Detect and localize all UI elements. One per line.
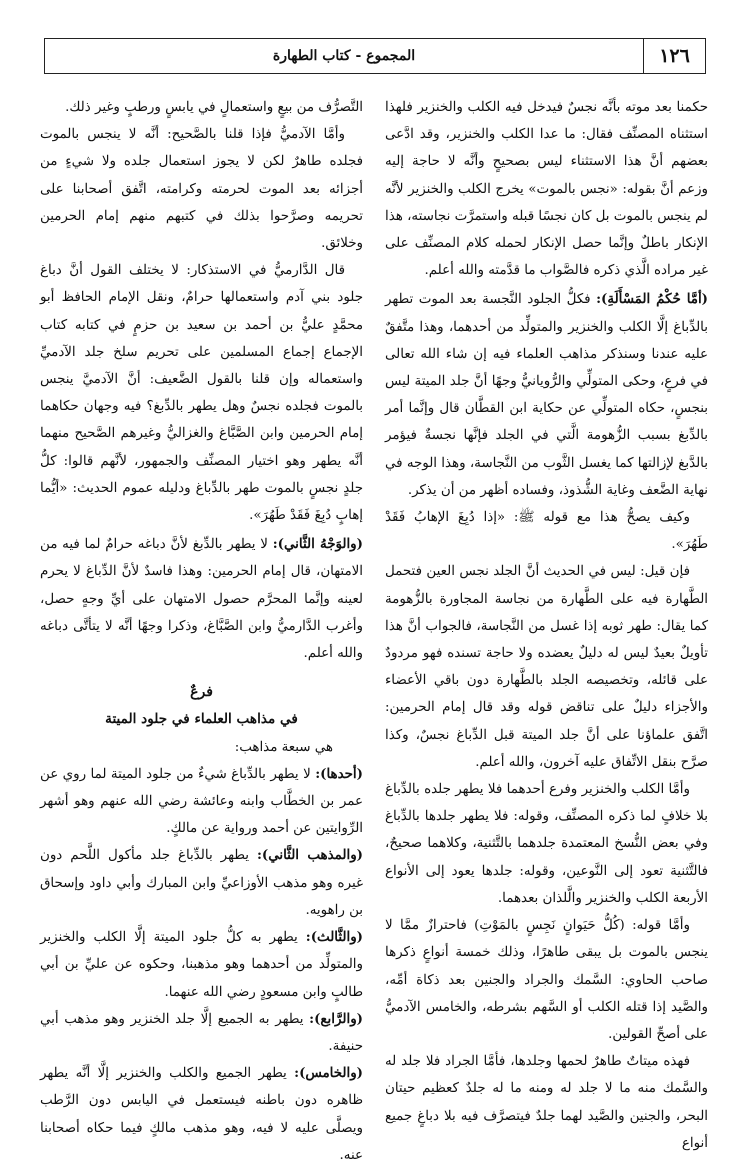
paragraph: وكيف يصحُّ هذا مع قوله ﷺ: «إذا دُبِغَ الإهابُ فَقَدْ طَهُرَ». (385, 510, 708, 553)
paragraph: حكمنا بعد موته بأنَّه نجسٌ فيدخل فيه الكلب والخنزير فلهذا استثناه المصنِّف فقال: ما عدا الكلب والخنزير، وقد ادَّعى بعضهم أنَّ هذا الاستثناء ليس بصحيحٍ وأنَّه لا حاجة إليه وزعم أنَّ بقوله: «نجس بالموت» يخرج الكلب والخنزير لأنَّه لم ينجس بالموت بل كان نجسًا قبله واستمرَّت نجاسته، هذا الإنكار باطلٌ وإنَّما حصل الإنكار لحمله كلام المصنِّف على غير مراده الَّذي ذكره فالصَّواب ما قدَّمته والله أعلم. (385, 100, 708, 279)
text-columns (40, 94, 708, 1163)
paragraph: وأمَّا قوله: (كُلُّ حَيَوانٍ نَجِسٍ بالمَوْتِ) فاحترازٌ ممَّا لا ينجس بالموت بل يبقى طاهرًا، وذلك خمسة أنواعٍ ذكرها صاحب الحاوي: السَّمك والجراد والجنين بعد ذكاة أمِّه، والصَّيد إذا قتله الكلب أو السَّهم بشرطه، والخامس الآدميُّ على أصحِّ القولين. (385, 918, 708, 1042)
paragraph: وأمَّا الكلب والخنزير وفرع أحدهما فلا يطهر جلده بالدِّباغ بلا خلافٍ لما ذكره المصنِّف، وقوله: فلا يطهر جلدها بالدِّباغ وفي بعض النُّسخ المعتمدة جلدهما بالتَّثنية، وكلاهما صحيحٌ، فالتَّثنية تعود إلى النَّوعين، وقوله: جلدها يعود إلى الأنواع الأربعة الكلب والخنزير والَّلذان بعدهما. (385, 782, 708, 906)
paragraph: فهذه ميتاتٌ طاهرٌ لحمها وجلدها، فأمَّا الجراد فلا جلد له والسَّمك منه ما لا جلد له ومنه ما له جلدٌ كعظيم حيتان البحر، والجنين والصَّيد لهما جلدٌ فيتصرَّف فيه بلا دباغٍ جميع أنواع (385, 1054, 708, 1151)
page-header (44, 38, 706, 74)
paragraph: وأمَّا الآدميُّ فإذا قلنا بالصَّحيح: أنَّه لا ينجس بالموت فجلده طاهرٌ لكن لا يجوز استعمال جلده ولا شيءٍ من أجزائه بعد الموت لحرمته وكرامته، اتَّفق أصحابنا على تحريمه وصرَّحوا بذلك في كتبهم منهم إمام الحرمين وخلائق. (40, 127, 363, 252)
left-column (40, 94, 363, 1163)
page-number: ١٢٦ (643, 39, 705, 73)
paragraph-text: يطهر به كلُّ جلود الميتة إلَّا الكلب والخنزير والمتولِّد من أحدهما وهو مذهبنا، وحكوه عن عليِّ بن أبي طالبٍ وابن مسعودٍ رضي الله عنهما. (40, 930, 363, 1000)
paragraph (40, 531, 363, 667)
paragraph (40, 842, 363, 924)
paragraph (40, 1060, 363, 1169)
branch-intro: هي سبعة مذاهب: (234, 739, 333, 755)
paragraph: التَّصرُّف من بيعٍ واستعمالٍ في يابسٍ ورطبٍ وغير ذلك. (65, 100, 363, 115)
right-column (385, 94, 708, 1151)
paragraph-text: لا يطهر بالدِّباغ شيءٌ من جلود الميتة لما روي عن عمر بن الخطَّاب وابنه وعائشة رضي الله عنهم وهو أشهر الرِّوايتين عن أحمد ورواية عن مالكٍ. (40, 766, 363, 837)
paragraph-text: لا يطهر بالدِّبغ لأنَّ دباغه حرامٌ لما فيه من الامتهان، قال إمام الحرمين: وهذا فاسدٌ لأنَّ الدِّباغ لا يحرم لعينه وإنَّما المحرَّم حصول الامتهان على أيِّ وجهٍ حصل، وأغرب الدَّارميُّ وابن الصَّبَّاغ، وذكرا وجهًا أنَّه لا يتأتَّى دباغه والله أعلم. (40, 537, 363, 662)
paragraph-text: يطهر الجميع والكلب والخنزير إلَّا أنَّه يطهر ظاهره دون باطنه فيستعمل في اليابس دون الرَّطب ويصلَّى عليه لا فيه، وهو مذهب مالكٍ فيما حكاه أصحابنا عنه. (40, 1066, 363, 1163)
opinion-label: (أحدها): (315, 765, 363, 782)
section-label: (والوَجْهُ الثَّاني): (272, 536, 363, 553)
branch-subtitle: في مذاهب العلماء في جلود الميتة (105, 711, 298, 728)
branch-title: فرعٌ (190, 684, 213, 701)
paragraph (40, 761, 363, 843)
opinion-label: (والمذهب الثَّاني): (256, 847, 363, 864)
running-title: المجموع - كتاب الطهارة (272, 48, 416, 64)
section-label: (أمَّا حُكْمُ المَسْأَلَةِ): (596, 291, 708, 308)
paragraph (40, 924, 363, 1006)
paragraph-text: يطهر بالدِّباغ جلد مأكول اللَّحم دون غيره وهو مذهب الأوزاعيِّ وابن المبارك وأبي داود وإسحاق بن راهويه. (40, 848, 363, 918)
opinion-label: (والثَّالث): (305, 929, 363, 946)
paragraph: فإن قيل: ليس في الحديث أنَّ الجلد نجس العين فتحمل الطَّهارة فيه على الطَّهارة من نجاسة المجاورة بالزُّهومة كما يقال: طهر ثوبه إذا غسل من النَّجاسة، فالجواب أنَّ هذا تأويلٌ بعيدٌ ليس له دليلٌ يعضده ولا حاجة تسنده فهو مردودٌ على قائله، وتخصيصه الجلد بالطَّهارة دون باقي الأعضاء والأجزاء دليلٌ على تناقض قوله وقد قال إمام الحرمين: اتَّفق علماؤنا على أنَّ جلد الميتة قبل الدِّباغ نجسٌ، وكذا صرَّح بنقل الاتِّفاق عليه آخرون، والله أعلم. (385, 564, 708, 770)
opinion-label: (والخامس): (294, 1065, 363, 1082)
paragraph (385, 286, 708, 504)
opinion-label: (والرَّابع): (309, 1010, 363, 1027)
paragraph (40, 1006, 363, 1060)
paragraph-text: يطهر به الجميع إلَّا جلد الخنزير وهو مذهب أبي حنيفة. (40, 1011, 363, 1054)
paragraph-text: فكلُّ الجلود النَّجسة بعد الموت تطهر بالدِّباغ إلَّا الكلب والخنزير والمتولِّد من أحدهما، وهذا متَّفقٌ عليه عندنا وسنذكر مذاهب العلماء فيه إن شاء الله تعالى في فرعٍ، وحكى المتولِّي والرُّويانيُّ وجهًا أنَّ جلد الميتة ليس بنجسٍ، حكاه المتولِّي عن حكاية ابن القطَّان قال وإنَّما أمر بالدِّبغ بسبب الزُّهومة الَّتي في الجلد فإنَّها نجسةٌ فيؤمر بالدَّبغ لإزالتها كما يغسل الثَّوب من النَّجاسة، وهذا الوجه في نهاية الضَّعف وغاية الشُّذوذ، وفساده أظهر من أن يذكر. (385, 292, 708, 498)
paragraph: قال الدَّارميُّ في الاستذكار: لا يختلف القول أنَّ دباغ جلود بني آدم واستعمالها حرامٌ، ونقل الإمام الحافظ أبو محمَّدٍ عليُّ بن أحمد بن سعيد بن حزمٍ في كتابه كتاب الإجماع إجماع المسلمين على تحريم سلخ جلد الآدميِّ واستعماله وإن قلنا بالقول الضَّعيف: أنَّ الآدميَّ ينجس بالموت فجلده نجسٌ وهل يطهر بالدِّبغ؟ فيه وجهان حكاهما إمام الحرمين وابن الصَّبَّاغ والغزاليُّ وغيرهم الصَّحيح منهما أنَّه يطهر وهو اختيار المصنِّف والجمهور، لأنَّهم قالوا: كلُّ جلدٍ نجسٍ بالموت طهر بالدِّباغ ودليله عموم الحديث: «أيُّما إهابٍ دُبِغَ فَقَدْ طَهُرَ». (40, 263, 363, 524)
